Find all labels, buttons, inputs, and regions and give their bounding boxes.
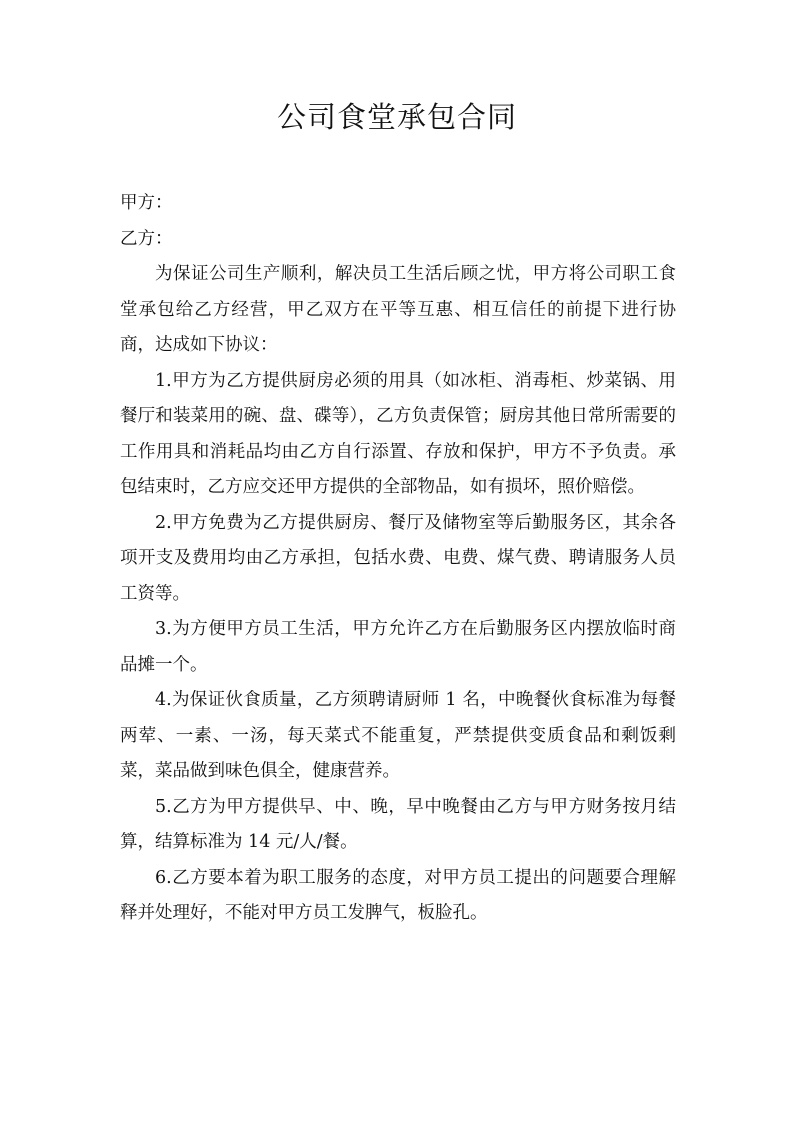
clause-3: 3.为方便甲方员工生活，甲方允许乙方在后勤服务区内摆放临时商品摊一个。 <box>120 619 676 675</box>
clause-1: 1.甲方为乙方提供厨房必须的用具（如冰柜、消毒柜、炒菜锅、用餐厅和装菜用的碗、盘、碟等），乙方负责保管；厨房其他日常所需要的工作用具和消耗品均由乙方自行添置、存放和保护，甲方不予负责。承包结束时，乙方应交还甲方提供的全部物品，如有损坏，照价赔偿。 <box>120 370 676 497</box>
clause-2: 2.甲方免费为乙方提供厨房、餐厅及储物室等后勤服务区，其余各项开支及费用均由乙方承担，包括水费、电费、煤气费、聘请服务人员工资等。 <box>120 512 676 604</box>
document-title: 公司食堂承包合同 <box>276 100 517 134</box>
preamble-paragraph: 为保证公司生产顺利，解决员工生活后顾之忧，甲方将公司职工食堂承包给乙方经营，甲乙双方在平等互惠、相互信任的前提下进行协商，达成如下协议： <box>120 264 676 355</box>
party-b-label: 乙方： <box>120 228 173 249</box>
document-body <box>120 186 676 932</box>
clause-4: 4.为保证伙食质量，乙方须聘请厨师 1 名，中晚餐伙食标准为每餐两荤、一素、一汤，每天菜式不能重复，严禁提供变质食品和剩饭剩菜，菜品做到味色俱全，健康营养。 <box>120 690 676 781</box>
party-a-label: 甲方： <box>120 193 173 213</box>
clause-5: 5.乙方为甲方提供早、中、晚，早中晚餐由乙方与甲方财务按月结算，结算标准为 14 元/人/餐。 <box>120 796 676 852</box>
clause-6: 6.乙方要本着为职工服务的态度，对甲方员工提出的问题要合理解释并处理好，不能对甲方员工发脾气，板脸孔。 <box>120 867 676 923</box>
